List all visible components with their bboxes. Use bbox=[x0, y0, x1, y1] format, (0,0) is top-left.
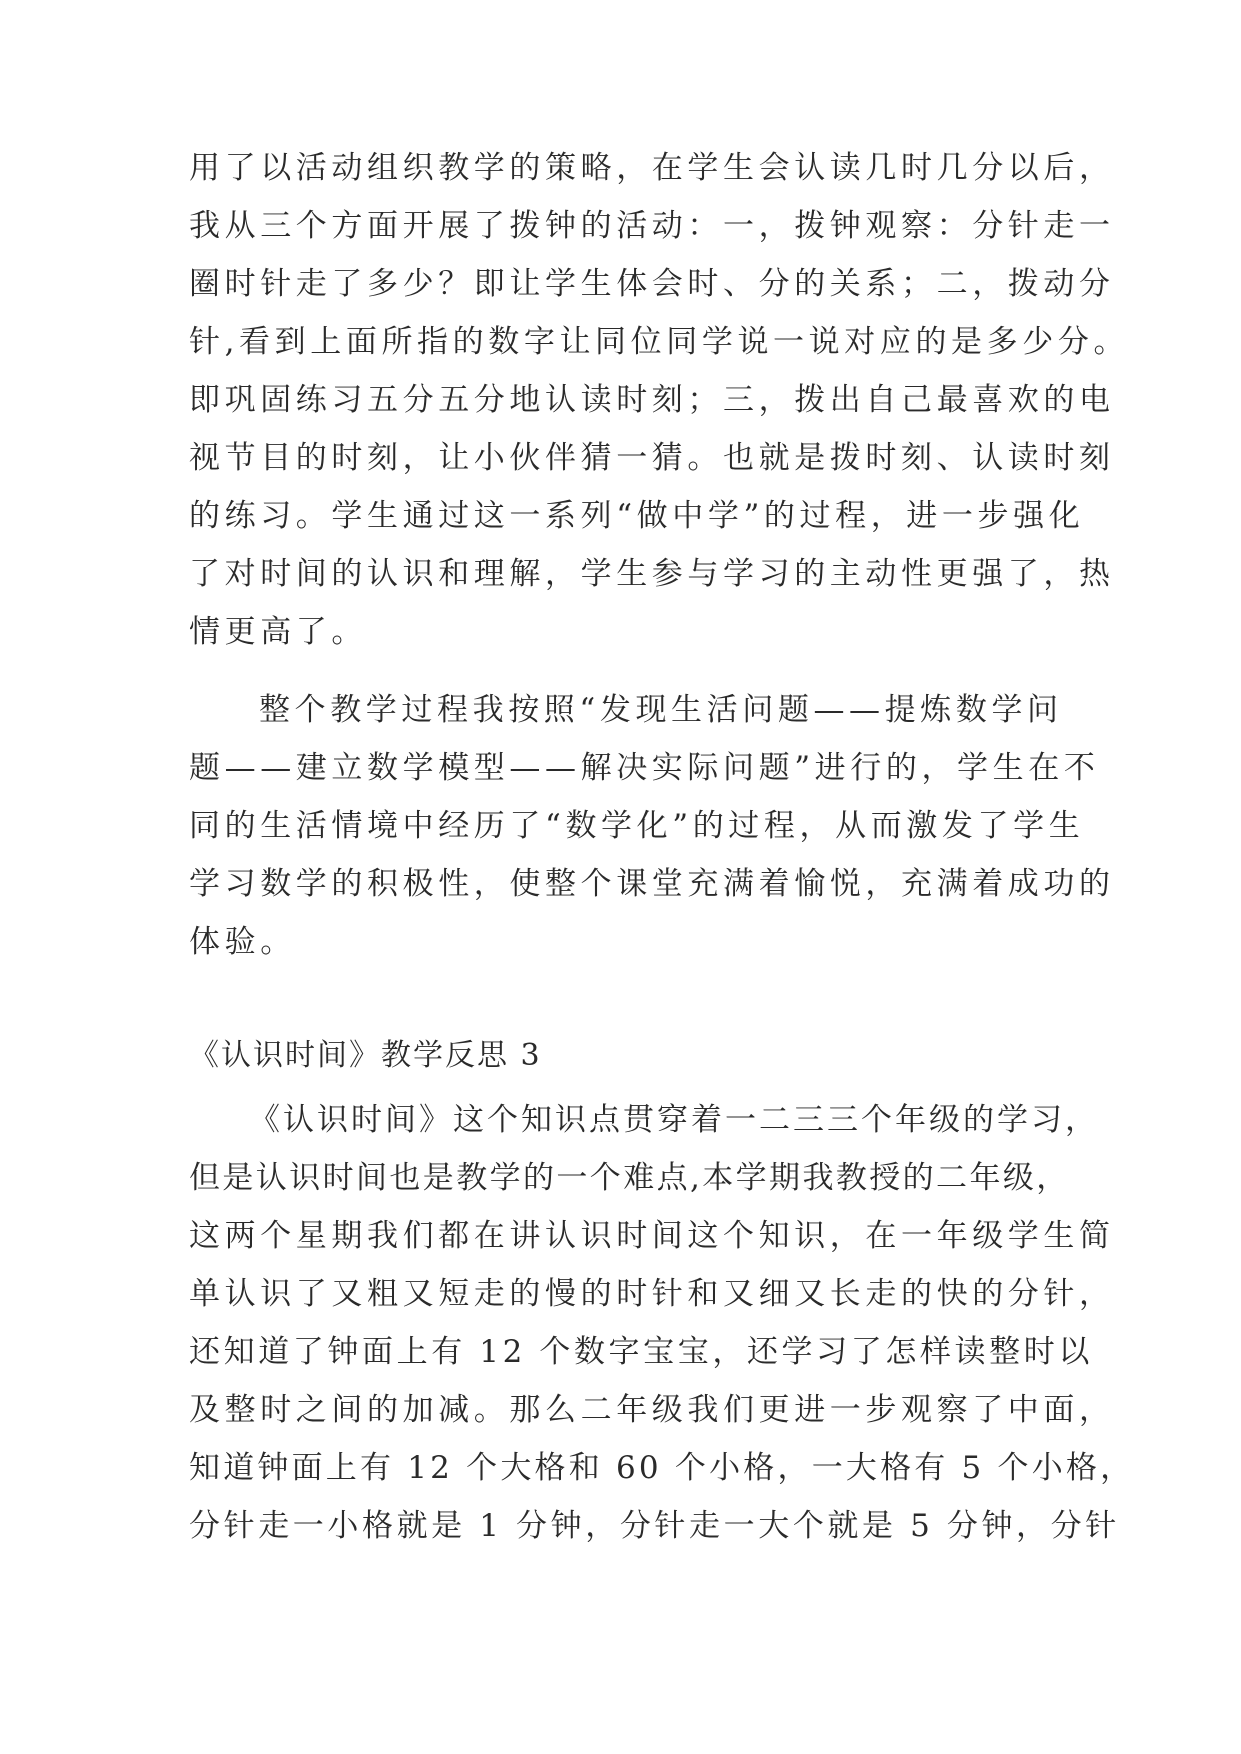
paragraph-line: 情更高了。 bbox=[189, 614, 367, 650]
paragraph-line: 了对时间的认识和理解，学生参与学习的主动性更强了，热 bbox=[189, 556, 1115, 592]
paragraph-line: 题——建立数学模型——解决实际问题”进行的，学生在不 bbox=[189, 750, 1100, 786]
paragraph-line: 《认识时间》这个知识点贯穿着一二三三个年级的学习， bbox=[249, 1102, 1099, 1138]
paragraph-line: 即巩固练习五分五分地认读时刻；三，拨出自己最喜欢的电 bbox=[189, 382, 1115, 418]
paragraph-line: 同的生活情境中经历了“数学化”的过程，从而激发了学生 bbox=[189, 808, 1085, 844]
paragraph-line: 用了以活动组织教学的策略，在学生会认读几时几分以后， bbox=[189, 150, 1115, 186]
paragraph-line: 单认识了又粗又短走的慢的时针和又细又长走的快的分针， bbox=[189, 1276, 1115, 1312]
paragraph-line: 圈时针走了多少？即让学生体会时、分的关系；二，拨动分 bbox=[189, 266, 1115, 302]
paragraph-line: 还知道了钟面上有 12 个数字宝宝，还学习了怎样读整时以 bbox=[189, 1334, 1093, 1370]
paragraph-line: 我从三个方面开展了拨钟的活动：一，拨钟观察：分针走一 bbox=[189, 208, 1115, 244]
paragraph-line: 分针走一小格就是 1 分钟，分针走一大个就是 5 分钟，分针 bbox=[189, 1508, 1120, 1544]
paragraph-line: 体验。 bbox=[189, 924, 296, 960]
paragraph-line: 针,看到上面所指的数字让同位同学说一说对应的是多少分。 bbox=[189, 324, 1130, 360]
paragraph-line: 整个教学过程我按照“发现生活问题——提炼数学问 bbox=[259, 692, 1063, 728]
section-heading: 《认识时间》教学反思 3 bbox=[189, 1038, 542, 1073]
paragraph-line: 学习数学的积极性，使整个课堂充满着愉悦，充满着成功的 bbox=[189, 866, 1115, 902]
paragraph-line: 知道钟面上有 12 个大格和 60 个小格，一大格有 5 个小格， bbox=[189, 1450, 1135, 1486]
paragraph-line: 但是认识时间也是教学的一个难点,本学期我教授的二年级， bbox=[189, 1160, 1070, 1196]
paragraph-line: 的练习。学生通过这一系列“做中学”的过程，进一步强化 bbox=[189, 498, 1085, 534]
paragraph-line: 这两个星期我们都在讲认识时间这个知识，在一年级学生简 bbox=[189, 1218, 1115, 1254]
paragraph-line: 及整时之间的加减。那么二年级我们更进一步观察了中面， bbox=[189, 1392, 1115, 1428]
paragraph-line: 视节目的时刻，让小伙伴猜一猜。也就是拨时刻、认读时刻 bbox=[189, 440, 1115, 476]
